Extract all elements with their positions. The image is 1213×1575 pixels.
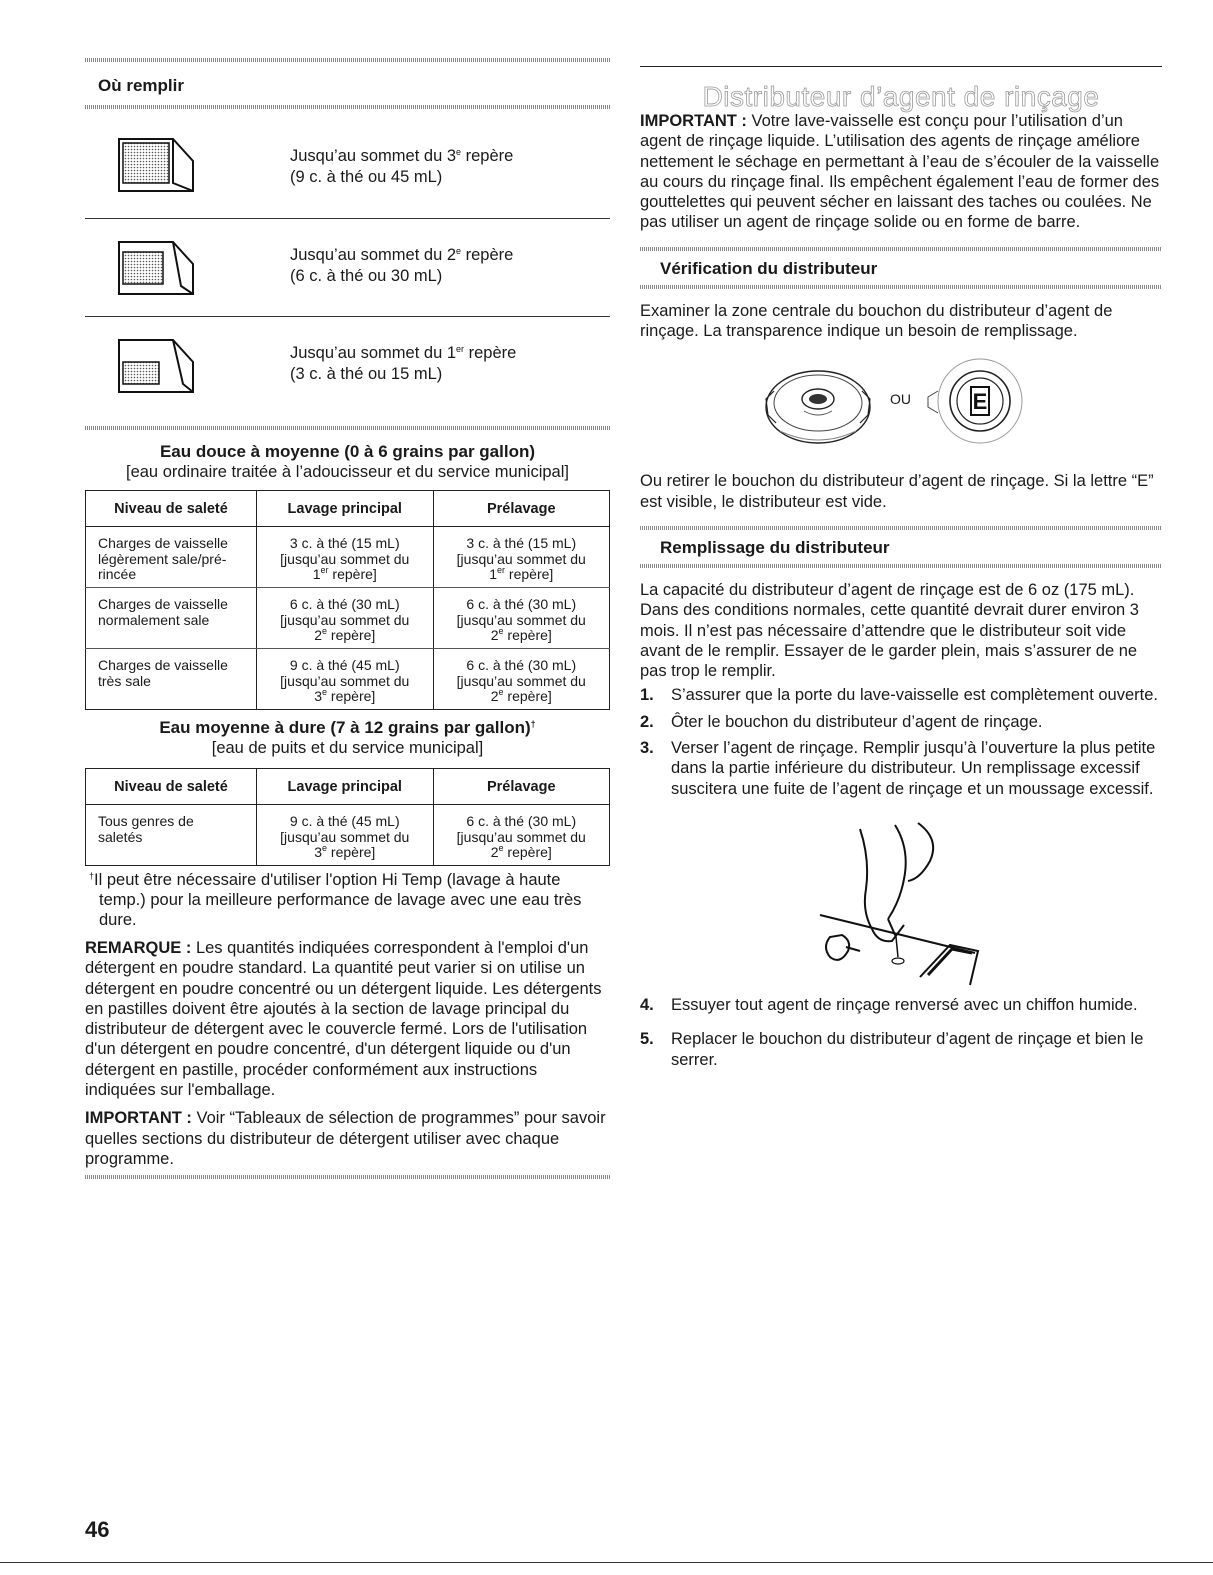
dose-table-soft-water [85, 490, 610, 710]
hard-water-footnote: †Il peut être nécessaire d'utiliser l'option Hi Temp (lavage à haute temp.) pour la meilleure performance de lavage avec une eau très dure. [89, 871, 582, 929]
filling-heading: Remplissage du distributeur [660, 537, 890, 557]
prewash-cell: 6 c. à thé (30 mL) [jusqu’au sommet du 2e repère] [433, 805, 610, 866]
verification-heading: Vérification du distributeur [660, 258, 878, 278]
section-title: Distributeur d’agent de rinçage [702, 81, 1100, 112]
filling-text: La capacité du distributeur d’agent de rinçage est de 6 oz (175 mL). Dans des conditions normales, cette quantité devrait durer environ 3 mois. Il n’est pas nécessaire d’attendre que le distributeur soit vide avant de le remplir. Essayer de le garder plein, mais s’assurer de ne pas trop le remplir. [640, 580, 1139, 681]
detergent-cup-low-icon [115, 334, 195, 398]
soil-level-cell: Tous genres de saletés [86, 805, 257, 866]
main-wash-cell: 6 c. à thé (30 mL) [jusqu’au sommet du 2e repère] [257, 588, 434, 649]
fill-level-row [85, 316, 610, 414]
col-header-soil-level: Niveau de saleté [86, 491, 257, 527]
page-number: 46 [85, 1517, 110, 1542]
hatch-divider [85, 426, 610, 430]
col-header-soil-level: Niveau de saleté [86, 769, 257, 805]
dispenser-cap-icon [760, 353, 880, 453]
soil-level-cell: Charges de vaisselle légèrement sale/pré- rincée [86, 527, 257, 588]
main-wash-cell: 9 c. à thé (45 mL) [jusqu’au sommet du 3e repère] [257, 649, 434, 710]
main-wash-cell: 9 c. à thé (45 mL) [jusqu’au sommet du 3e repère] [257, 805, 434, 866]
table-row [86, 588, 610, 649]
table-row [86, 527, 610, 588]
hatch-divider [640, 526, 1162, 530]
soil-level-cell: Charges de vaisselle normalement sale [86, 588, 257, 649]
main-wash-cell: 3 c. à thé (15 mL) [jusqu’au sommet du 1er repère] [257, 527, 434, 588]
remove-cap-text: Ou retirer le bouchon du distributeur d’agent de rinçage. Si la lettre “E” est visible, le distributeur est vide. [640, 472, 1154, 511]
col-header-prewash: Prélavage [433, 769, 610, 805]
fill-steps-list-continued [640, 995, 1162, 1070]
important-detergent-paragraph: IMPORTANT : Voir “Tableaux de sélection de programmes” pour savoir quelles sections du distributeur de détergent utiliser avec chaque programme. [85, 1109, 606, 1168]
soil-level-cell: Charges de vaisselle très sale [86, 649, 257, 710]
cap-illustration [640, 353, 1162, 463]
prewash-cell: 3 c. à thé (15 mL) [jusqu’au sommet du 1er repère] [433, 527, 610, 588]
fill-levels [85, 121, 610, 414]
fill-steps-list [640, 685, 1162, 798]
fill-level-text: Jusqu’au sommet du 2e repère (6 c. à thé ou 30 mL) [290, 246, 514, 285]
hatch-divider [85, 58, 610, 62]
hatch-divider [640, 285, 1162, 289]
dose-table-hard-water [85, 768, 610, 866]
important-rinse-paragraph: IMPORTANT : Votre lave-vaisselle est conçu pour l’utilisation d’un agent de rinçage liquide. L’utilisation des agents de rinçage améliore nettement le séchage en permettant à l’eau de s’écouler de la vaisselle au cours du rinçage final. Ils empêchent également l’eau de former des gouttelettes qui peuvent sécher en laissant des taches ou coulées. Ne pas utiliser un agent de rinçage solide ou en forme de barre. [640, 112, 1160, 232]
fill-level-row [85, 218, 610, 316]
list-item: 4. Essuyer tout agent de rinçage renversé avec un chiffon humide. [640, 995, 1138, 1014]
hatch-divider [85, 105, 610, 109]
list-item: 2. Ôter le bouchon du distributeur d’agent de rinçage. [640, 712, 1043, 731]
list-item: 5. Replacer le bouchon du distributeur d’agent de rinçage et bien le serrer. [640, 1030, 1144, 1069]
table2-caption: Eau moyenne à dure (7 à 12 grains par gallon)† [eau de puits et du service municipal] [159, 718, 536, 757]
where-heading: Où remplir [98, 76, 184, 95]
list-item: 3. Verser l’agent de rinçage. Remplir jusqu’à l’ouverture la plus petite dans la partie inférieure du distributeur. Un remplissage excessif suscitera une fuite de l’agent de rinçage et un moussage excessif. [640, 739, 1156, 798]
section-top-rule [640, 66, 1162, 67]
table-row [86, 649, 610, 710]
list-item: 1. S’assurer que la porte du lave-vaisselle est complètement ouverte. [640, 686, 1158, 705]
remarque-paragraph: REMARQUE : Les quantités indiquées correspondent à l'emploi d'un détergent en poudre standard. La quantité peut varier si on utilise un détergent en poudre concentré ou un détergent liquide. Les détergents en pastilles doivent être ajoutés à la section de lavage principal du distributeur de détergent avec le couvercle fermé. Lors de l'utilisation d'un détergent en poudre concentré, d'un détergent liquide ou d'un détergent en pastille, procéder conformément aux instructions indiquées sur l'emballage. [85, 939, 602, 1100]
detergent-cup-full-icon [115, 133, 195, 197]
detergent-cup-medium-icon [115, 236, 195, 300]
right-column [640, 0, 1162, 1070]
svg-text:E: E [972, 389, 988, 415]
col-header-prewash: Prélavage [433, 491, 610, 527]
fill-level-text: Jusqu’au sommet du 1er repère (3 c. à thé ou 15 mL) [290, 344, 517, 383]
fill-level-text: Jusqu’au sommet du 3e repère (9 c. à thé ou 45 mL) [290, 147, 514, 186]
pouring-rinse-aid-illustration [800, 819, 990, 989]
col-header-main-wash: Lavage principal [257, 769, 434, 805]
hatch-divider [640, 564, 1162, 568]
col-header-main-wash: Lavage principal [257, 491, 434, 527]
prewash-cell: 6 c. à thé (30 mL) [jusqu’au sommet du 2e repère] [433, 588, 610, 649]
verification-text: Examiner la zone centrale du bouchon du distributeur d’agent de rinçage. La transparence indique un besoin de remplissage. [640, 301, 1113, 341]
left-column [85, 0, 610, 1179]
table2-subtitle: [eau de puits et du service municipal] [211, 739, 484, 757]
table1-caption [85, 442, 610, 482]
prewash-cell: 6 c. à thé (30 mL) [jusqu’au sommet du 2e repère] [433, 649, 610, 710]
fill-level-row [85, 121, 610, 218]
table-row [86, 805, 610, 866]
or-label: OU [890, 391, 911, 408]
table1-subtitle: [eau ordinaire traitée à l’adoucisseur et du service municipal] [126, 463, 569, 481]
table2-title: Eau moyenne à dure (7 à 12 grains par gallon) [159, 718, 531, 737]
hatch-divider [640, 247, 1162, 251]
cap-empty-indicator-icon [920, 353, 1040, 453]
table1-title: Eau douce à moyenne (0 à 6 grains par gallon) [159, 442, 536, 461]
hatch-divider [85, 1175, 610, 1179]
bottom-rule [0, 1562, 1213, 1563]
